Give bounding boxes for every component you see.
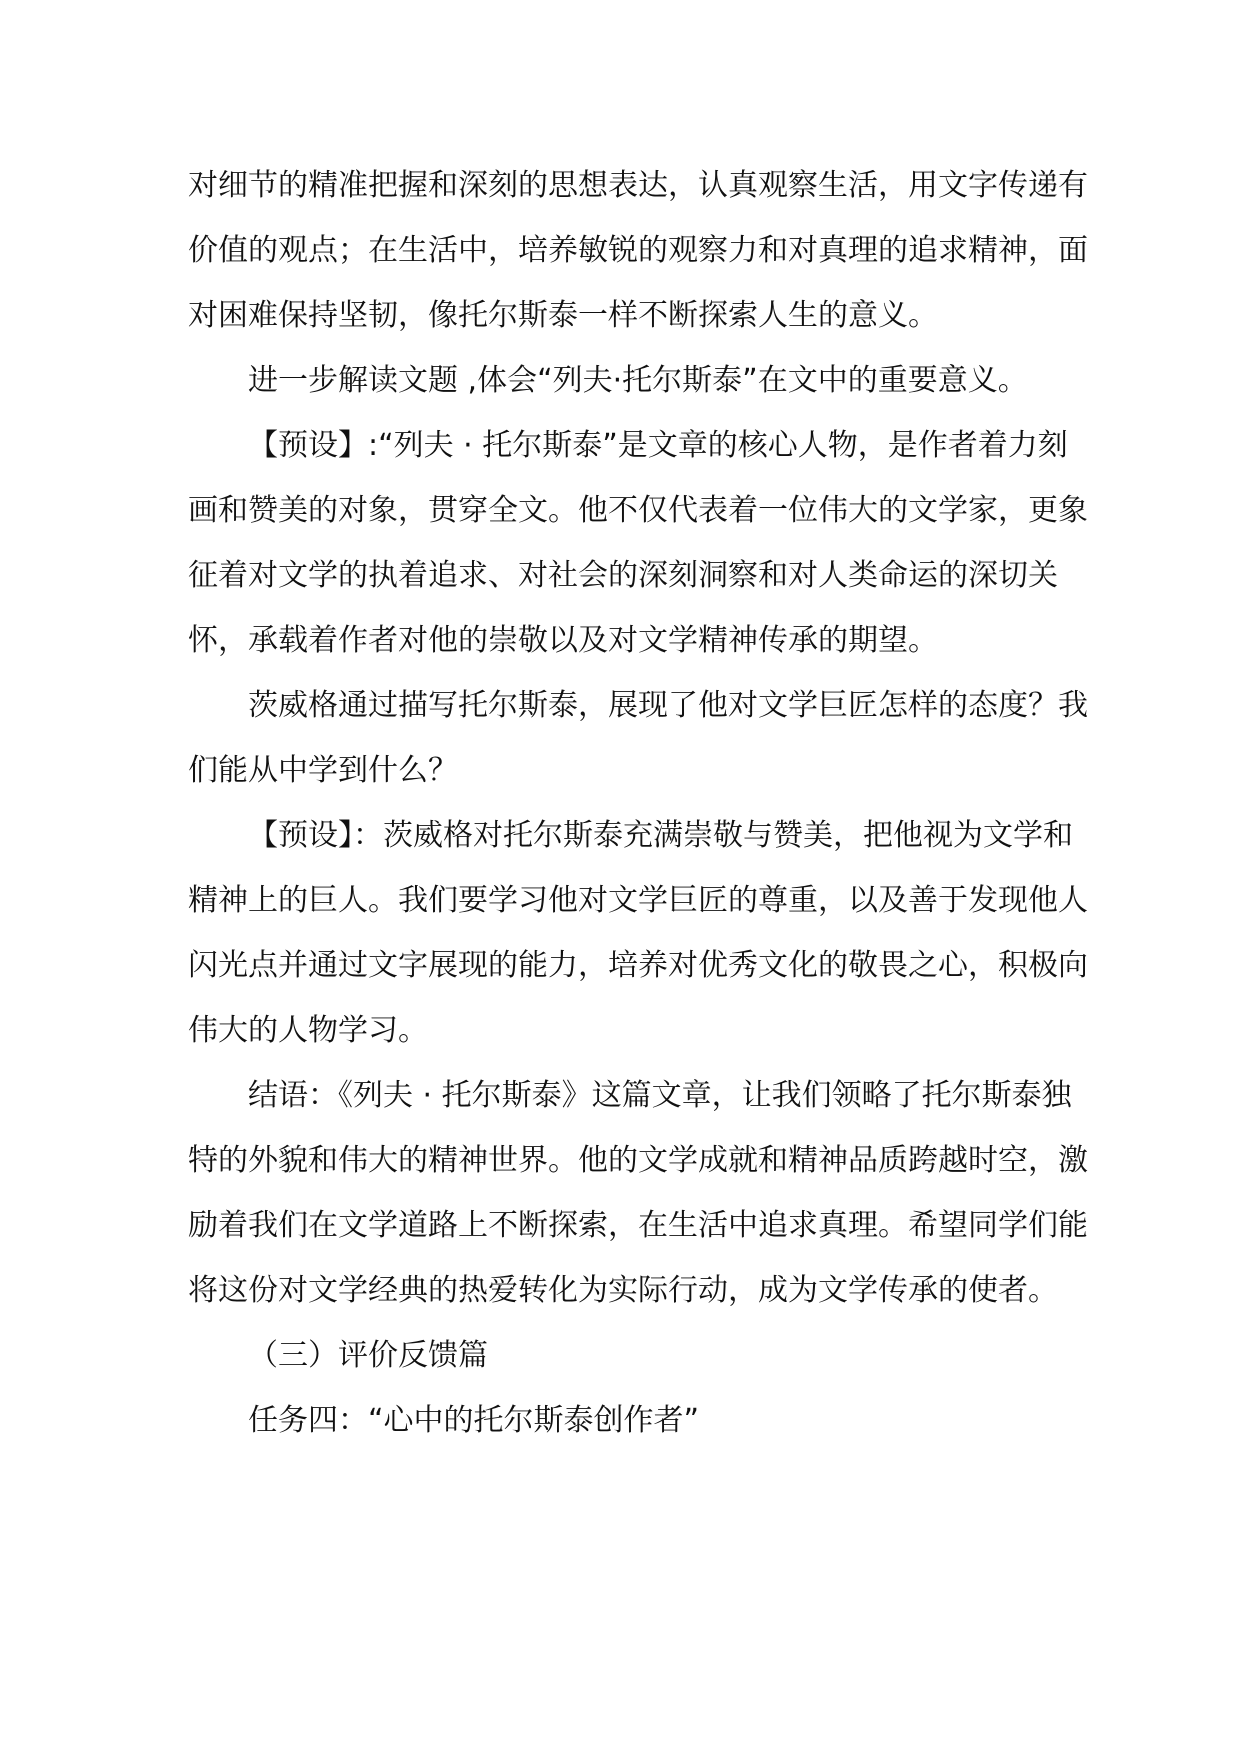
paragraph-question-attitude: 茨威格通过描写托尔斯泰，展现了他对文学巨匠怎样的态度？我们能从中学到什么？	[188, 688, 1088, 788]
paragraph-conclusion: 结语：《列夫 · 托尔斯泰》这篇文章，让我们领略了托尔斯泰独特的外貌和伟大的精神世界。他的文学成就和精神品质跨越时空，激励着我们在文学道路上不断探索，在生活中追求真理。希望同学们能将这份对文学经典的热爱转化为实际行动，成为文学传承的使者。	[188, 1078, 1088, 1308]
section-heading-evaluation: （三）评价反馈篇	[248, 1338, 488, 1373]
paragraph-continuation: 对细节的精准把握和深刻的思想表达，认真观察生活，用文字传递有价值的观点；在生活中，培养敏锐的观察力和对真理的追求精神，面对困难保持坚韧，像托尔斯泰一样不断探索人生的意义。	[188, 168, 1088, 333]
document-body	[188, 153, 1088, 1453]
paragraph-question-title: 进一步解读文题 ,体会“列夫·托尔斯泰”在文中的重要意义。	[248, 363, 1028, 398]
paragraph-preset-2: 【预设】：茨威格对托尔斯泰充满崇敬与赞美，把他视为文学和精神上的巨人。我们要学习他对文学巨匠的尊重，以及善于发现他人闪光点并通过文字展现的能力，培养对优秀文化的敬畏之心，积极向伟大的人物学习。	[188, 818, 1088, 1048]
paragraph-preset-1: 【预设】:“列夫 · 托尔斯泰”是文章的核心人物，是作者着力刻画和赞美的对象，贯穿全文。他不仅代表着一位伟大的文学家，更象征着对文学的执着追求、对社会的深刻洞察和对人类命运的深切关怀，承载着作者对他的崇敬以及对文学精神传承的期望。	[188, 428, 1088, 658]
task-four-heading: 任务四：“心中的托尔斯泰创作者”	[248, 1403, 700, 1438]
